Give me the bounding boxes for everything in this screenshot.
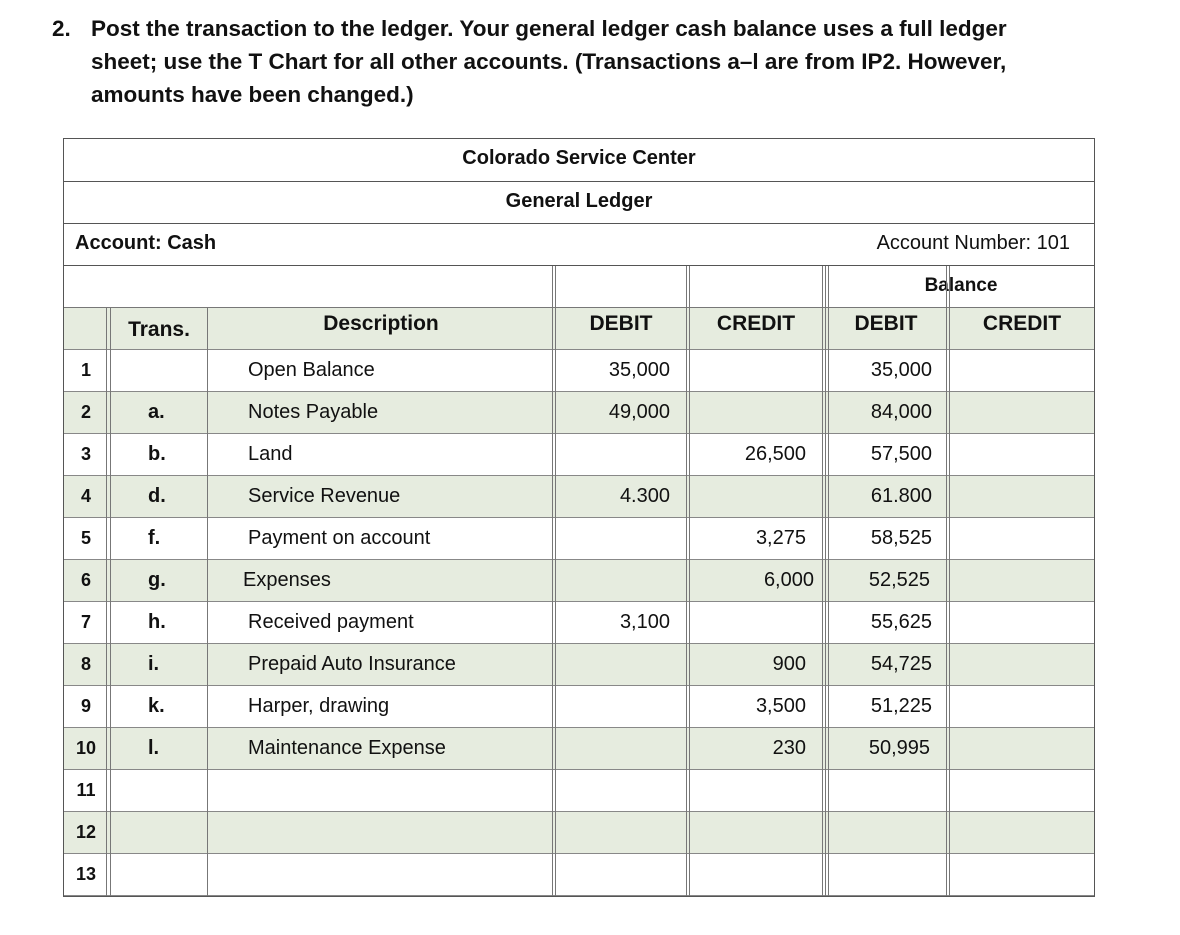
table-row [64,686,1094,728]
question-line-3: amounts have been changed.) [91,82,414,107]
row-number: 4 [80,486,91,506]
row-credit: 26,500 [744,443,806,465]
divider [949,266,950,896]
col-trans: Trans. [128,318,190,341]
row-credit: 3,275 [755,527,806,549]
row-balance-debit: 55,625 [870,611,932,633]
col-balance-credit: CREDIT [982,312,1062,335]
table-row [64,812,1094,854]
table-row [64,476,1094,518]
row-trans: b. [148,443,166,465]
table-row [64,644,1094,686]
balance-header-row [64,266,1094,308]
row-number: 13 [75,864,97,884]
row-balance-debit: 51,225 [870,695,932,717]
row-number: 9 [80,696,91,716]
row-description: Harper, drawing [248,695,390,717]
row-description: Prepaid Auto Insurance [248,653,456,675]
row-balance-debit: 54,725 [870,653,932,675]
divider [822,266,823,896]
row-trans: a. [148,401,165,423]
table-row [64,854,1094,896]
question-text [52,12,1142,111]
table-row [64,434,1094,476]
general-ledger-table [63,138,1095,897]
row-number: 11 [76,780,96,800]
ledger-title: General Ledger [64,182,1094,224]
col-credit: CREDIT [716,312,796,335]
account-number: Account Number: 101 [876,232,1070,254]
row-debit: 4.300 [619,485,670,507]
account-band [64,224,1094,266]
row-balance-debit: 35,000 [870,359,932,381]
row-credit: 6,000 [763,569,814,591]
row-number: 3 [80,444,91,464]
row-trans: f. [148,527,161,549]
divider [110,308,111,896]
row-description: Open Balance [248,359,375,381]
row-debit: 3,100 [619,611,670,633]
divider [825,266,826,896]
row-trans: i. [148,653,160,675]
divider [552,266,553,896]
row-trans: k. [148,695,165,717]
row-description: Land [248,443,293,465]
row-description: Received payment [248,611,414,633]
col-balance-debit: DEBIT [854,312,918,335]
divider [686,266,687,896]
divider [555,266,556,896]
row-credit: 3,500 [755,695,806,717]
column-header-row [64,308,1094,350]
row-number: 8 [80,654,91,674]
row-trans: d. [148,485,166,507]
row-description: Maintenance Expense [248,737,446,759]
row-number: 5 [80,528,91,548]
row-balance-debit: 50,995 [868,737,930,759]
question-line-2: sheet; use the T Chart for all other accounts. (Transactions a–l are from IP2. However, [91,49,1007,74]
row-trans: g. [148,569,166,591]
table-row [64,728,1094,770]
account-label: Account: Cash [75,232,217,254]
table-row [64,560,1094,602]
row-trans: l. [148,737,160,759]
col-description: Description [323,312,439,335]
divider [828,266,829,896]
question-number: 2. [52,16,71,41]
row-balance-debit: 61.800 [870,485,932,507]
table-row [64,392,1094,434]
table-row [64,602,1094,644]
row-balance-debit: 52,525 [868,569,930,591]
row-balance-debit: 58,525 [870,527,932,549]
divider [207,308,208,896]
table-row [64,518,1094,560]
row-description: Service Revenue [248,485,401,507]
row-credit: 230 [772,737,806,759]
row-number: 6 [80,570,91,590]
table-row [64,770,1094,812]
row-number: 10 [75,738,97,758]
row-number: 7 [80,612,91,632]
row-balance-debit: 84,000 [870,401,932,423]
row-debit: 35,000 [608,359,670,381]
divider [946,266,947,896]
row-description: Notes Payable [248,401,379,423]
row-description: Payment on account [248,527,431,549]
divider [689,266,690,896]
row-trans: h. [148,611,166,633]
row-number: 2 [80,402,91,422]
col-debit: DEBIT [589,312,653,335]
row-debit: 49,000 [608,401,670,423]
row-balance-debit: 57,500 [870,443,932,465]
balance-header: Balance [924,275,998,296]
divider [106,308,107,896]
company-name: Colorado Service Center [64,139,1094,182]
row-description: Expenses [243,569,331,591]
row-number: 12 [75,822,97,842]
table-row [64,350,1094,392]
row-credit: 900 [772,653,806,675]
question-line-1: Post the transaction to the ledger. Your general ledger cash balance uses a full ledger [91,16,1007,41]
row-number: 1 [80,360,91,380]
